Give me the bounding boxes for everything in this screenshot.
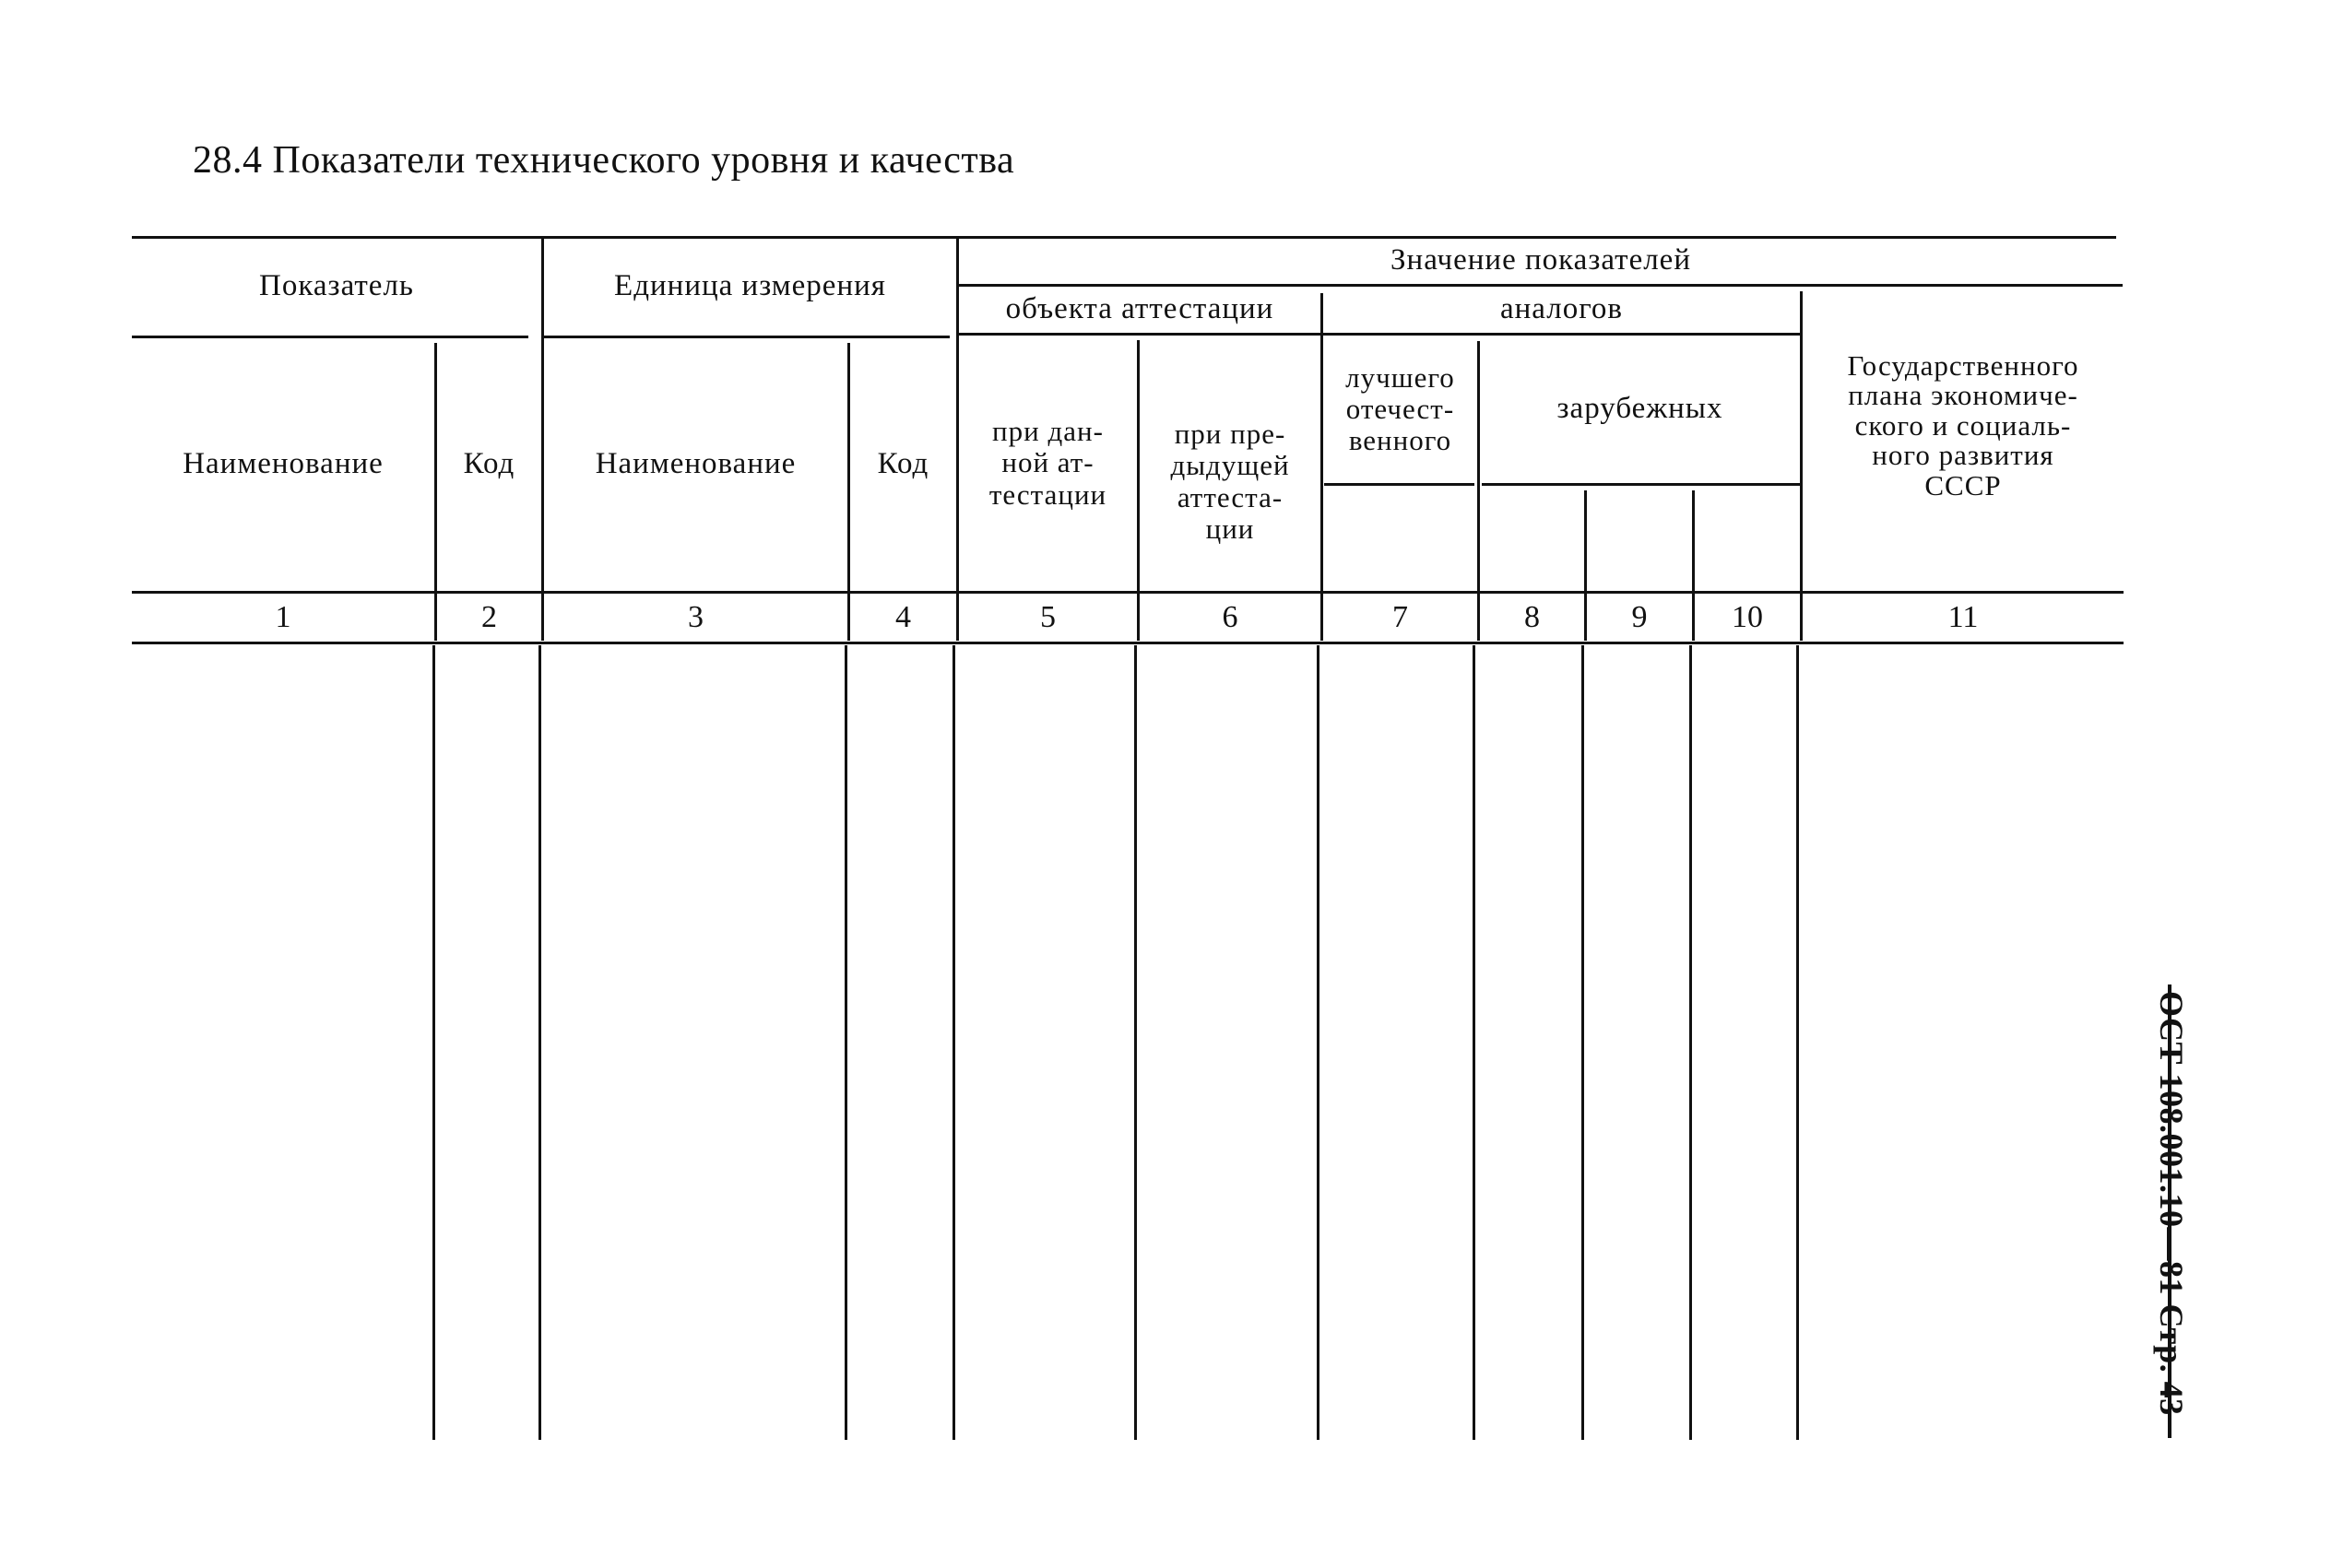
col-number: 6 <box>1222 599 1238 634</box>
divider-col-8-9-head <box>1584 490 1587 592</box>
body-divider-6 <box>1317 645 1319 1440</box>
header-unit: Единица измерения <box>614 269 886 303</box>
header-analogs: аналогов <box>1499 292 1623 326</box>
col-number: 8 <box>1524 599 1540 634</box>
body-divider-10 <box>1796 645 1799 1440</box>
body-divider-5 <box>1134 645 1137 1440</box>
body-divider-1 <box>432 645 435 1440</box>
header-code-1: Код <box>463 447 515 481</box>
header-name-2: Наименование <box>595 447 797 481</box>
numbering-bottom-rule <box>132 642 2124 644</box>
col-number: 10 <box>1732 599 1763 634</box>
header-current-attestation: при дан- ной ат- тестации <box>988 415 1107 511</box>
side-note: ОСТ 108.001.10—81 Стр. 43 <box>2153 991 2190 1416</box>
col-number: 2 <box>481 599 497 634</box>
col-number: 11 <box>1947 599 1979 634</box>
body-divider-9 <box>1689 645 1692 1440</box>
analogs-sub-rule-7 <box>1324 483 1474 486</box>
body-divider-3 <box>845 645 847 1440</box>
header-values: Значение показателей <box>1390 243 1691 277</box>
col-number: 7 <box>1392 599 1408 634</box>
col-number: 4 <box>895 599 911 634</box>
col-number: 5 <box>1040 599 1056 634</box>
body-divider-8 <box>1581 645 1584 1440</box>
body-divider-4 <box>953 645 955 1440</box>
header-name-1: Наименование <box>183 447 384 481</box>
header-previous-attestation: при пре- дыдущей аттеста- ции <box>1170 418 1290 545</box>
analogs-sub-rule-foreign <box>1482 483 1800 486</box>
header-object-attestation: объекта аттестации <box>1005 292 1274 326</box>
col-number: 1 <box>275 599 291 634</box>
header-best-domestic: лучшего отечест- венного <box>1345 360 1455 457</box>
divider-col-9-10-head <box>1692 490 1695 592</box>
header-foreign: зарубежных <box>1556 392 1723 426</box>
col-number: 3 <box>688 599 704 634</box>
section-title: 28.4 Показатели технического уровня и качества <box>193 139 1015 182</box>
body-divider-7 <box>1473 645 1475 1440</box>
body-divider-2 <box>538 645 541 1440</box>
header-state-plan: Государственного плана экономиче- ского и социаль- ного развития СССР <box>1847 348 2079 501</box>
header-indicator: Показатель <box>259 269 414 303</box>
header-code-2: Код <box>877 447 929 481</box>
col-number: 9 <box>1631 599 1648 634</box>
